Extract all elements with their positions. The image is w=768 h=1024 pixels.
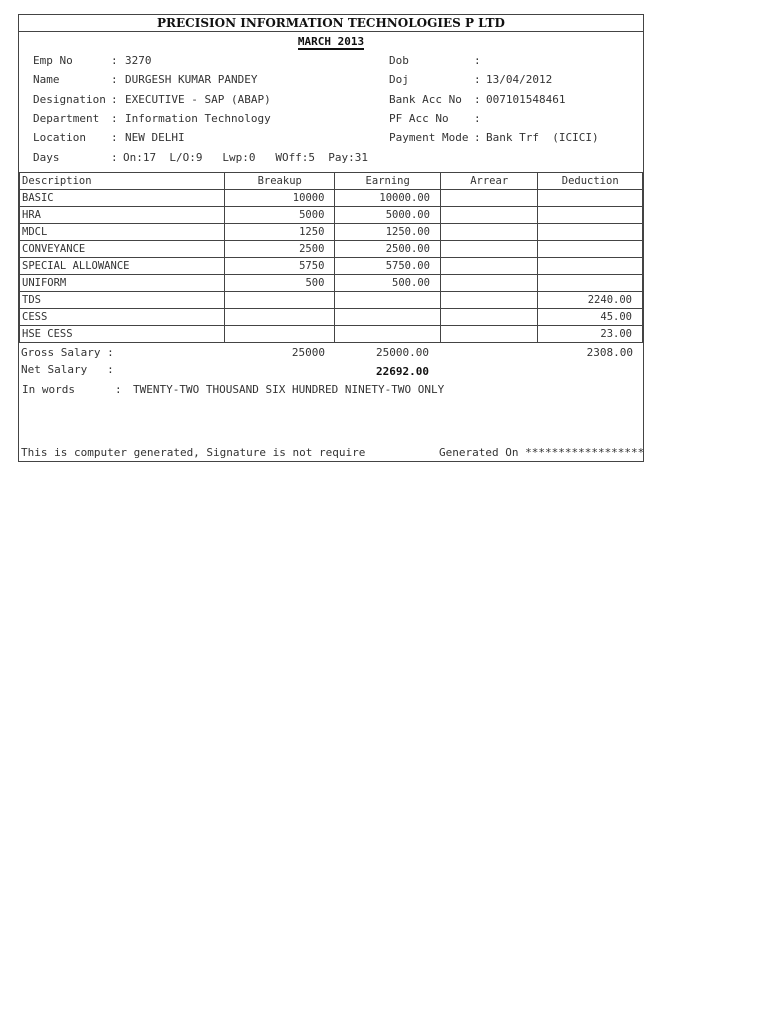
cell-arrear [440,326,537,343]
cell-deduction [538,224,643,241]
net-salary-label: Net Salary : [21,363,114,376]
cell-description: HRA [20,207,225,224]
pay-month-text: MARCH 2013 [297,35,365,48]
cell-breakup: 1250 [225,224,335,241]
cell-description: CESS [20,309,225,326]
cell-earning [335,326,441,343]
field-colon: : [474,73,488,86]
field-colon: : [115,383,129,396]
table-row [20,207,643,224]
cell-description: BASIC [20,190,225,207]
cell-description: MDCL [20,224,225,241]
cell-breakup: 5750 [225,258,335,275]
in-words-label: In words [22,383,75,396]
field-colon: : [111,131,125,144]
cell-arrear [440,309,537,326]
cell-description: TDS [20,292,225,309]
field-days-label: Days [33,151,60,164]
gross-earning: 25000.00 [376,346,429,359]
cell-deduction [538,258,643,275]
field-bank-acc-value: 007101548461 [486,93,566,106]
field-colon: : [474,54,488,67]
field-payment-mode-label: Payment Mode [389,131,469,144]
earnings-table [19,172,643,343]
field-payment-mode-value: Bank Trf (ICICI) [486,131,599,144]
field-department-value: Information Technology [125,112,271,125]
field-colon: : [111,73,125,86]
cell-earning: 5000.00 [335,207,441,224]
field-colon: : [474,112,488,125]
cell-arrear [440,292,537,309]
divider [19,342,643,343]
field-pf-acc-label: PF Acc No [389,112,449,125]
table-row [20,309,643,326]
field-name-label: Name [33,73,60,86]
field-bank-acc-label: Bank Acc No [389,93,462,106]
table-header-row [20,173,643,190]
field-colon: : [111,54,125,67]
cell-deduction: 2240.00 [538,292,643,309]
table-row [20,326,643,343]
cell-description: SPECIAL ALLOWANCE [20,258,225,275]
cell-earning: 1250.00 [335,224,441,241]
net-salary-value: 22692.00 [376,365,429,378]
field-location-value: NEW DELHI [125,131,185,144]
field-designation-value: EXECUTIVE - SAP (ABAP) [125,93,271,106]
col-description: Description [20,173,225,190]
field-colon: : [474,131,488,144]
field-emp-no-label: Emp No [33,54,73,67]
cell-earning: 2500.00 [335,241,441,258]
payslip [18,14,644,462]
cell-deduction [538,207,643,224]
gross-breakup: 25000 [291,346,325,359]
field-colon: : [474,93,488,106]
in-words-value: TWENTY-TWO THOUSAND SIX HUNDRED NINETY-TWO ONLY [133,383,445,396]
pay-month [19,35,643,48]
company-name: PRECISION INFORMATION TECHNOLOGIES P LTD [19,15,643,32]
field-days-value: On:17 L/O:9 Lwp:0 WOff:5 Pay:31 [123,151,369,164]
col-deduction: Deduction [538,173,643,190]
cell-breakup [225,326,335,343]
table-row [20,241,643,258]
table-row [20,258,643,275]
cell-arrear [440,275,537,292]
field-emp-no-value: 3270 [125,54,152,67]
cell-deduction [538,190,643,207]
col-earning: Earning [335,173,441,190]
cell-arrear [440,241,537,258]
cell-deduction [538,275,643,292]
gross-deduction: 2308.00 [586,346,633,359]
cell-breakup: 2500 [225,241,335,258]
cell-description: CONVEYANCE [20,241,225,258]
cell-earning: 5750.00 [335,258,441,275]
computer-generated-note: This is computer generated, Signature is not require [21,446,366,459]
field-dob-label: Dob [389,54,409,67]
field-name-value: DURGESH KUMAR PANDEY [125,73,258,86]
cell-breakup [225,292,335,309]
cell-description: UNIFORM [20,275,225,292]
cell-earning [335,309,441,326]
cell-arrear [440,258,537,275]
cell-breakup: 10000 [225,190,335,207]
cell-deduction: 23.00 [538,326,643,343]
cell-arrear [440,207,537,224]
cell-breakup: 500 [225,275,335,292]
generated-on: Generated On ****************** [439,446,645,459]
table-row [20,292,643,309]
field-colon: : [111,93,125,106]
cell-earning: 500.00 [335,275,441,292]
cell-earning [335,292,441,309]
cell-breakup: 5000 [225,207,335,224]
field-designation-label: Designation [33,93,106,106]
cell-breakup [225,309,335,326]
cell-deduction [538,241,643,258]
col-arrear: Arrear [440,173,537,190]
field-department-label: Department [33,112,100,125]
table-row [20,224,643,241]
cell-arrear [440,190,537,207]
field-doj-label: Doj [389,73,409,86]
cell-description: HSE CESS [20,326,225,343]
cell-arrear [440,224,537,241]
field-colon: : [111,151,125,164]
cell-earning: 10000.00 [335,190,441,207]
field-doj-value: 13/04/2012 [486,73,553,86]
cell-deduction: 45.00 [538,309,643,326]
col-breakup: Breakup [225,173,335,190]
field-location-label: Location [33,131,86,144]
field-colon: : [111,112,125,125]
gross-salary-label: Gross Salary : [21,346,114,359]
table-row [20,275,643,292]
table-row [20,190,643,207]
